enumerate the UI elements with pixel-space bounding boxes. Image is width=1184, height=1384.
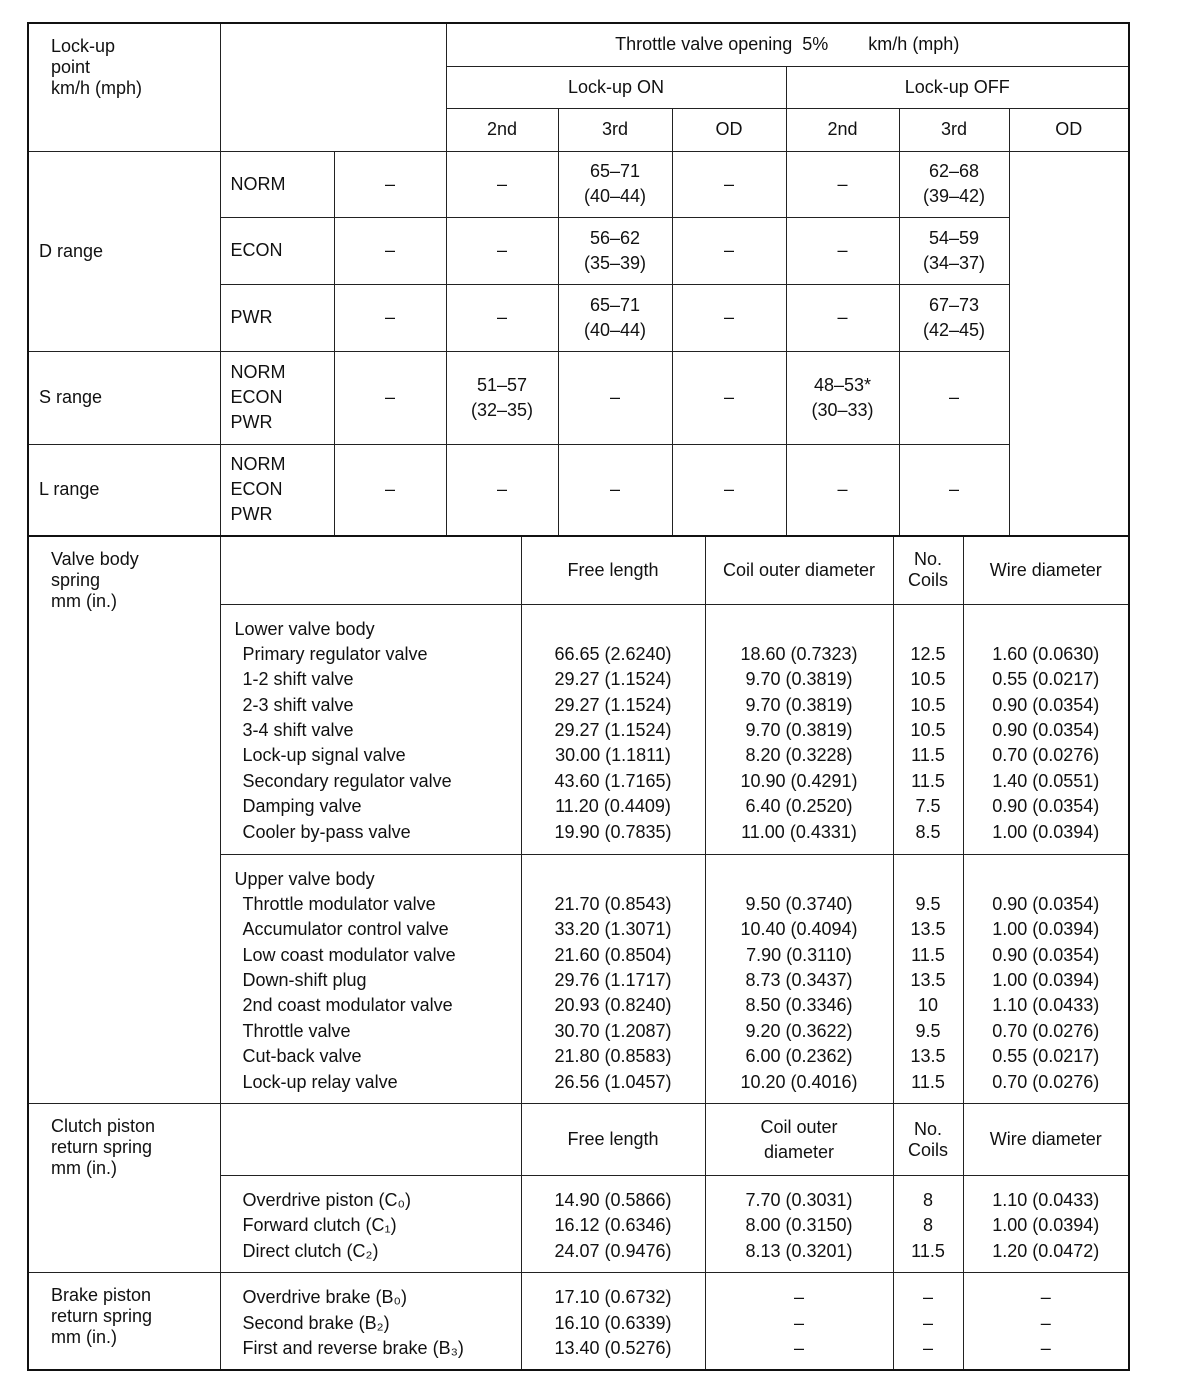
lockup-value-cell [446,284,558,351]
spring-name: Down-shift plug [242,970,367,991]
free-length: 24.07 (0.9476) [554,1240,672,1261]
lockup-value-cell [558,284,672,351]
mode-label: PWR [230,307,273,327]
lockup-value-cell [334,217,446,284]
no-coils: 13.5 [910,919,946,940]
free-length: 17.10 (0.6732) [554,1287,672,1308]
value-line: 67–73 [928,294,980,315]
wire-diameter: 1.00 (0.0394) [992,821,1100,842]
coil-outer-diameter-column [705,604,893,854]
value-line: – [496,479,507,500]
lockup-value-cell [446,351,558,444]
spacer [706,867,893,892]
wire-diameter-column [963,854,1129,1104]
wire-diameter: 0.70 (0.0276) [992,745,1100,766]
lockup-value-cell [334,351,446,444]
label-line: Valve body [51,549,139,569]
lockup-point-table [27,22,1130,537]
lockup-off-header: Lock-up OFF [786,66,1129,108]
lockup-value-cell [558,351,672,444]
range-label: L range [28,444,220,536]
free-length: 33.20 (1.3071) [554,919,672,940]
no-coils: 9.5 [915,1020,941,1041]
wire-diameter: 0.55 (0.0217) [992,1046,1100,1067]
free-length: 30.00 (1.1811) [555,745,671,766]
free-length: 66.65 (2.6240) [554,643,672,664]
value-line: – [384,173,395,194]
coil-outer-diameter: 8.73 (0.3437) [745,970,853,991]
coil-outer-diameter: 8.00 (0.3150) [745,1215,853,1236]
value-line: 56–62 [589,227,641,248]
value-line: – [384,240,395,260]
column-header-row [28,1104,1129,1176]
spring-name: Cut-back valve [242,1046,362,1067]
lockup-value-cell [446,151,558,217]
mode-label: ECON [230,387,283,407]
value-line: (40–44) [583,186,647,206]
value-line: 65–71 [589,294,641,315]
coil-outer-diameter: 8.20 (0.3228) [745,745,853,766]
section-label [28,1104,220,1273]
free-length: 16.12 (0.6346) [554,1215,672,1236]
no-coils: 10.5 [910,694,946,715]
value-line: (40–44) [583,319,647,340]
spacer [522,617,705,642]
coil-outer-diameter-column [705,1176,893,1273]
lockup-value-cell [334,284,446,351]
spring-name: Forward clutch (C₁) [242,1215,397,1236]
value-line: – [837,240,848,260]
spring-name: 2-3 shift valve [242,694,354,715]
value-line: – [609,479,620,500]
wire-diameter: 0.90 (0.0354) [992,944,1100,965]
lockup-value-cell [786,151,899,217]
wire-diameter: 1.10 (0.0433) [992,995,1100,1016]
label-line: point [51,57,91,77]
wire-diameter: – [1040,1337,1051,1358]
group-title: Upper valve body [234,868,375,889]
mode-cell [220,444,334,536]
coil-outer-diameter: 6.40 (0.2520) [745,796,853,817]
spacer [522,867,705,892]
value-line: (34–37) [922,252,986,273]
coil-outer-diameter: 10.90 (0.4291) [740,770,858,791]
label-line: km/h (mph) [51,78,143,98]
lockup-value-cell [446,217,558,284]
spring-specs-table [27,535,1130,1371]
wire-diameter-column [963,1176,1129,1273]
value-line: – [723,479,734,500]
coil-outer-diameter: – [793,1287,804,1308]
range-row [28,444,1129,536]
section-label [28,536,220,1104]
lockup-value-cell [672,351,786,444]
value-line: – [609,387,620,407]
header-line: Coils [907,1139,948,1160]
no-coils: 8.5 [915,821,941,842]
blank-header-cell [220,1104,521,1176]
free-length-column [521,1176,705,1273]
spring-name-column [220,604,521,854]
spacer [894,867,963,892]
wire-diameter: 1.40 (0.0551) [992,770,1100,791]
coil-outer-diameter: – [793,1312,804,1333]
range-label: S range [28,351,220,444]
spacer [894,617,963,642]
lockup-value-cell [446,444,558,536]
lockup-value-cell [899,217,1009,284]
free-length: 43.60 (1.7165) [554,770,672,791]
value-line: – [723,240,734,260]
mode-label: NORM [230,362,286,382]
lockup-value-cell [334,444,446,536]
mode-label: NORM [230,173,286,194]
label-line: mm (in.) [51,1327,117,1348]
coil-outer-diameter: – [793,1337,804,1358]
header-line: diameter [763,1141,835,1162]
no-coils: 11.5 [911,1240,945,1261]
value-line: (42–45) [922,319,986,340]
no-coils: 7.5 [915,796,941,817]
spring-name: Lock-up signal valve [242,745,406,766]
throttle-header: Throttle valve opening 5% km/h (mph) [446,23,1129,66]
gear-header: 2nd [446,108,558,151]
coil-outer-diameter: 9.70 (0.3819) [745,669,853,690]
gear-header: 3rd [558,108,672,151]
no-coils: 9.5 [915,893,941,914]
free-length-column [521,854,705,1104]
lockup-value-cell [899,284,1009,351]
free-length: 14.90 (0.5866) [554,1190,672,1211]
value-line: – [948,387,959,407]
spring-name: First and reverse brake (B₃) [242,1337,464,1358]
spring-name: 2nd coast modulator valve [242,995,453,1016]
free-length: 21.60 (0.8504) [554,944,672,965]
wire-diameter: – [1040,1312,1051,1333]
coil-outer-diameter: 10.20 (0.4016) [740,1071,858,1092]
value-line: – [496,307,507,327]
free-length: 19.90 (0.7835) [554,821,672,842]
spring-name: 3-4 shift valve [242,720,354,741]
value-line: (35–39) [583,252,647,273]
coil-outer-diameter: 9.50 (0.3740) [745,893,853,914]
wire-diameter: 0.70 (0.0276) [992,1020,1100,1041]
range-row [28,151,1129,217]
free-length: 29.76 (1.1717) [554,970,672,991]
free-length-column [521,1273,705,1371]
mode-cell [220,351,334,444]
lockup-value-cell [786,351,899,444]
label-line: Clutch piston [51,1116,156,1137]
lockup-value-cell [899,151,1009,217]
value-line: – [948,479,959,500]
free-length-header: Free length [521,1104,705,1176]
wire-diameter: 0.90 (0.0354) [992,720,1100,741]
gear-header: OD [672,108,786,151]
lockup-value-cell [672,151,786,217]
spring-name: Overdrive brake (B₀) [242,1287,408,1308]
lockup-value-cell [672,217,786,284]
free-length: 29.27 (1.1524) [554,720,672,741]
value-line: 54–59 [928,227,980,248]
no-coils: 10.5 [910,669,946,690]
spring-group-row [28,1273,1129,1371]
coil-outer-diameter: 9.20 (0.3622) [745,1020,853,1041]
spring-name-column [220,854,521,1104]
value-line: – [837,173,848,194]
label-line: return spring [51,1306,153,1327]
range-row [28,351,1129,444]
mode-label: PWR [230,504,273,525]
value-line: – [723,307,734,327]
lockup-value-cell [899,351,1009,444]
value-line: – [384,307,395,327]
wire-diameter: 1.10 (0.0433) [992,1190,1100,1211]
wire-diameter-header: Wire diameter [963,1104,1129,1176]
no-coils: 13.5 [910,970,946,991]
spring-name: Second brake (B₂) [242,1312,390,1333]
value-line: – [384,479,395,500]
wire-diameter-column [963,1273,1129,1371]
header-line: Coil outer [760,1116,838,1137]
lockup-value-cell [334,151,446,217]
spring-name: Secondary regulator valve [242,770,452,791]
no-coils: 11.5 [911,944,945,965]
wire-diameter: 0.90 (0.0354) [992,796,1100,817]
no-coils: 12.5 [910,643,946,664]
mode-label: NORM [230,454,286,475]
lockup-value-cell [786,217,899,284]
no-coils-header [893,536,963,604]
lockup-value-cell [672,284,786,351]
free-length-header: Free length [521,536,705,604]
lockup-value-cell [786,284,899,351]
no-coils: – [922,1337,933,1358]
blank-header-cell [220,536,521,604]
free-length: 30.70 (1.2087) [554,1020,672,1041]
coil-outer-diameter: 9.70 (0.3819) [745,694,853,715]
group-title: Lower valve body [234,618,375,639]
value-line: – [837,307,848,327]
header-line: No. [913,549,942,570]
section-label [28,1273,220,1371]
mode-cell [220,151,334,217]
lockup-value-cell [558,217,672,284]
lockup-value-cell [558,151,672,217]
spring-name: Throttle modulator valve [242,893,436,914]
value-line: – [837,479,848,500]
wire-diameter: 1.20 (0.0472) [992,1240,1100,1261]
value-line: 51–57 [476,374,528,395]
gear-header: OD [1009,108,1129,151]
no-coils: 8 [922,1190,933,1211]
free-length: 29.27 (1.1524) [554,669,672,690]
mode-label: ECON [230,240,283,260]
free-length: 16.10 (0.6339) [554,1312,672,1333]
gear-header: 3rd [899,108,1009,151]
wire-diameter: 0.70 (0.0276) [992,1071,1100,1092]
spring-name: Accumulator control valve [242,919,449,940]
coil-outer-diameter: 18.60 (0.7323) [740,643,858,664]
spring-name: 1-2 shift valve [242,669,354,690]
value-line: (32–35) [470,399,534,420]
spacer [706,617,893,642]
value-line: – [723,173,734,194]
value-line: – [384,387,395,407]
wire-diameter-header: Wire diameter [963,536,1129,604]
value-line: 48–53* [813,374,872,395]
free-length-column [521,604,705,854]
coil-outer-diameter: 7.70 (0.3031) [745,1190,853,1211]
spring-name: Direct clutch (C₂) [242,1240,379,1261]
value-line: (30–33) [811,399,874,420]
no-coils: 10 [917,995,939,1016]
blank-header-cell [220,23,446,151]
coil-od-header: Coil outer diameter [705,536,893,604]
label-line: Brake piston [51,1285,152,1306]
coil-outer-diameter: 9.70 (0.3819) [745,720,853,741]
free-length: 29.27 (1.1524) [554,694,672,715]
coil-outer-diameter: 8.50 (0.3346) [745,995,853,1016]
lockup-on-header: Lock-up ON [446,66,786,108]
value-line: – [496,240,507,260]
no-coils-header [893,1104,963,1176]
free-length: 20.93 (0.8240) [554,995,672,1016]
lockup-value-cell [786,444,899,536]
lockup-value-cell [558,444,672,536]
spring-name: Primary regulator valve [242,643,428,664]
no-coils: 13.5 [910,1046,946,1067]
wire-diameter-column [963,604,1129,854]
coil-outer-diameter: 10.40 (0.4094) [740,919,858,940]
mode-cell [220,284,334,351]
spring-name: Damping valve [242,796,362,817]
no-coils: 11.5 [911,770,945,791]
label-line: Lock-up [51,36,116,56]
no-coils-column [893,1273,963,1371]
wire-diameter: 1.00 (0.0394) [992,919,1100,940]
value-line: – [496,173,507,194]
wire-diameter: 1.00 (0.0394) [992,970,1100,991]
coil-outer-diameter-column [705,1273,893,1371]
no-coils-column [893,1176,963,1273]
spring-name: Lock-up relay valve [242,1071,398,1092]
no-coils: – [922,1312,933,1333]
no-coils: 11.5 [911,745,945,766]
free-length: 21.70 (0.8543) [554,893,672,914]
free-length: 13.40 (0.5276) [554,1337,672,1358]
spring-name-column [220,1176,521,1273]
value-line: – [723,387,734,407]
no-coils: 8 [922,1215,933,1236]
label-line: mm (in.) [51,1158,117,1179]
label-line: mm (in.) [51,591,117,611]
coil-outer-diameter-column [705,854,893,1104]
mode-label: ECON [230,479,283,500]
label-line: return spring [51,1137,153,1158]
wire-diameter: 1.60 (0.0630) [992,643,1100,664]
free-length: 26.56 (1.0457) [554,1071,672,1092]
no-coils: 11.5 [911,1071,945,1092]
wire-diameter: 0.90 (0.0354) [992,694,1100,715]
coil-outer-diameter: 8.13 (0.3201) [745,1240,853,1261]
header-line: No. [913,1118,942,1139]
mode-cell [220,217,334,284]
value-line: 62–68 [928,161,980,181]
label-line: spring [51,570,101,590]
mode-label: PWR [230,412,273,432]
free-length: 21.80 (0.8583) [554,1046,672,1067]
wire-diameter: 1.00 (0.0394) [992,1215,1100,1236]
wire-diameter: 0.90 (0.0354) [992,893,1100,914]
coil-outer-diameter: 11.00 (0.4331) [741,821,857,842]
spacer [964,867,1129,892]
coil-outer-diameter: 7.90 (0.3110) [746,944,852,965]
lockup-value-cell [899,444,1009,536]
lockup-value-cell [672,444,786,536]
no-coils-column [893,854,963,1104]
column-header-row [28,536,1129,604]
value-line: 65–71 [589,161,641,181]
spring-name: Low coast modulator valve [242,944,456,965]
range-label: D range [28,151,220,351]
no-coils-column [893,604,963,854]
coil-od-header [705,1104,893,1176]
spring-name-column [220,1273,521,1371]
wire-diameter: – [1040,1287,1051,1308]
wire-diameter: 0.55 (0.0217) [992,669,1100,690]
spring-name: Overdrive piston (C₀) [242,1190,412,1211]
lockup-section-label [28,23,220,151]
spring-name: Cooler by-pass valve [242,821,411,842]
no-coils: – [922,1287,933,1308]
coil-outer-diameter: 6.00 (0.2362) [745,1046,853,1067]
spring-name: Throttle valve [242,1020,351,1041]
value-line: (39–42) [922,186,986,206]
no-coils: 10.5 [910,720,946,741]
gear-header: 2nd [786,108,899,151]
free-length: 11.20 (0.4409) [555,796,671,817]
header-line: Coils [907,570,948,591]
spacer [964,617,1129,642]
